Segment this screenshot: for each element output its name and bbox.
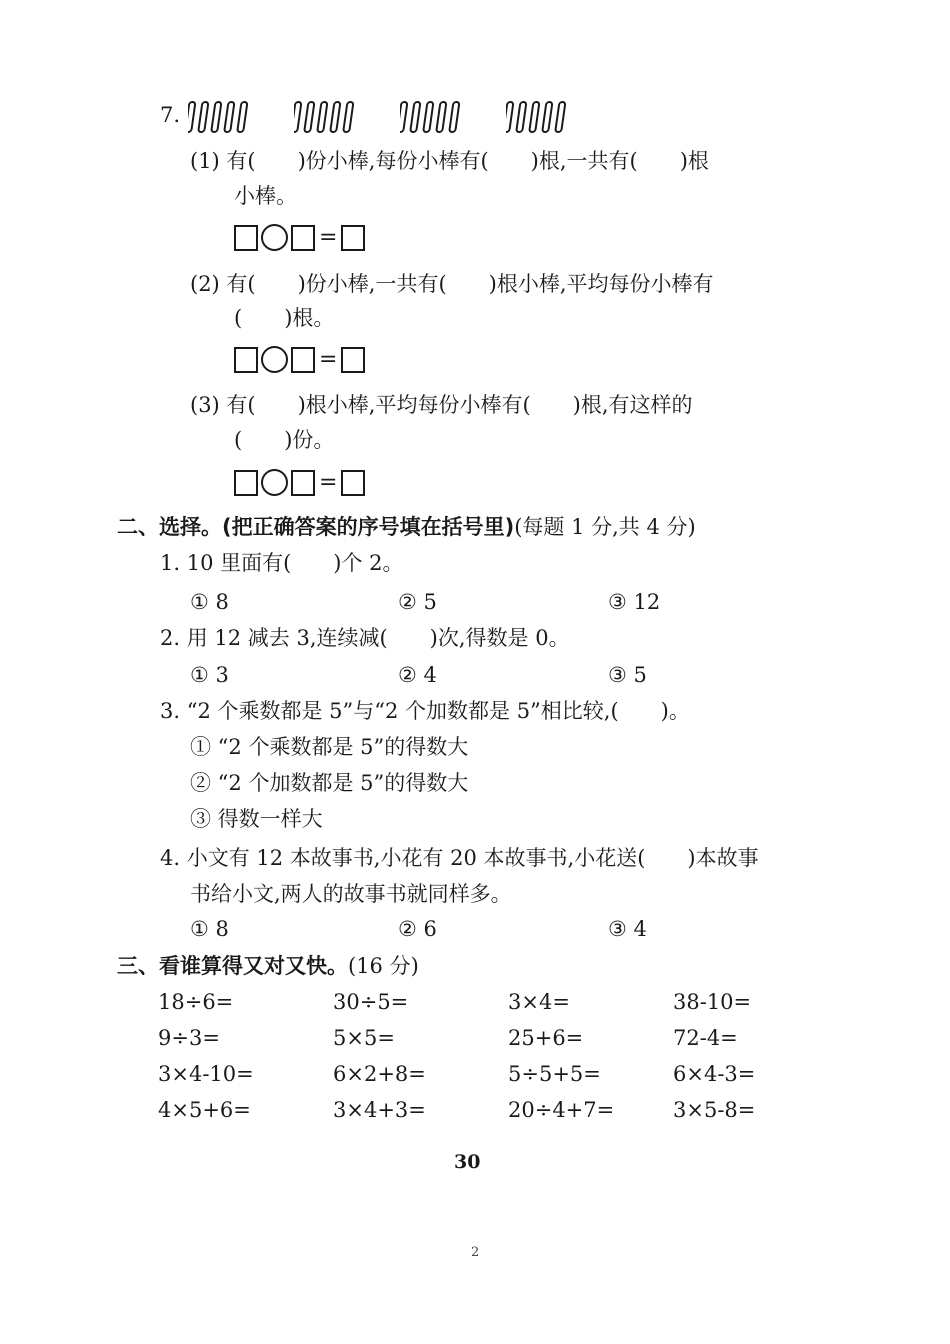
stick-group-icon	[400, 98, 470, 136]
calc-problem[interactable]: 9÷3=	[158, 1026, 220, 1050]
answer-box[interactable]	[341, 347, 365, 373]
stick-group-icon	[294, 98, 364, 136]
s2-q2-option-3[interactable]: ③ 5	[608, 663, 647, 687]
stick-group-icon	[188, 98, 258, 136]
s2-q3-option-1[interactable]: ① “2 个乘数都是 5”的得数大	[190, 735, 469, 759]
q7-part2-line1: (2) 有( )份小棒,一共有( )根小棒,平均每份小棒有	[190, 272, 714, 296]
calc-problem[interactable]: 3×5-8=	[673, 1098, 756, 1122]
section2-note: (每题 1 分,共 4 分)	[514, 515, 696, 539]
q7-part3-line2: ( )份。	[234, 428, 335, 452]
s2-q3-text: 3. “2 个乘数都是 5”与“2 个加数都是 5”相比较,( )。	[160, 699, 690, 723]
calc-problem[interactable]: 18÷6=	[158, 990, 234, 1014]
calc-problem[interactable]: 4×5+6=	[158, 1098, 251, 1122]
s2-q1-text: 1. 10 里面有( )个 2。	[160, 551, 404, 575]
s2-q2-text: 2. 用 12 减去 3,连续减( )次,得数是 0。	[160, 626, 570, 650]
calc-problem[interactable]: 6×2+8=	[333, 1062, 426, 1086]
s2-q1-option-1[interactable]: ① 8	[190, 590, 229, 614]
calc-problem[interactable]: 3×4=	[508, 990, 570, 1014]
s2-q4-option-1[interactable]: ① 8	[190, 917, 229, 941]
calc-problem[interactable]: 38-10=	[673, 990, 752, 1014]
answer-box[interactable]	[341, 470, 365, 496]
section2-title: 二、选择。(把正确答案的序号填在括号里)	[117, 515, 515, 539]
section3-title: 三、看谁算得又对又快。	[117, 954, 348, 978]
calc-problem[interactable]: 5×5=	[333, 1026, 395, 1050]
s2-q1-option-3[interactable]: ③ 12	[608, 590, 661, 614]
s2-q2-option-1[interactable]: ① 3	[190, 663, 229, 687]
s2-q3-option-3[interactable]: ③ 得数一样大	[190, 807, 323, 831]
answer-box[interactable]	[291, 225, 315, 251]
q7-part3-line1: (3) 有( )根小棒,平均每份小棒有( )根,有这样的	[190, 393, 693, 417]
answer-box[interactable]	[234, 470, 258, 496]
s2-q4-line2: 书给小文,两人的故事书就同样多。	[190, 882, 512, 906]
section2-heading	[117, 514, 696, 540]
equation-template-1	[234, 224, 365, 251]
section3-note: (16 分)	[348, 954, 419, 978]
calc-problem[interactable]: 25+6=	[508, 1026, 584, 1050]
s2-q1-option-2[interactable]: ② 5	[398, 590, 437, 614]
answer-box[interactable]	[341, 225, 365, 251]
q7-number: 7.	[160, 103, 181, 127]
s2-q3-option-2[interactable]: ② “2 个加数都是 5”的得数大	[190, 771, 469, 795]
q7-part1-line2: 小棒。	[234, 184, 297, 208]
page-number: 30	[454, 1151, 481, 1173]
calc-problem[interactable]: 6×4-3=	[673, 1062, 756, 1086]
q7-part2-line2: ( )根。	[234, 306, 335, 330]
section3-heading	[117, 953, 419, 979]
answer-box[interactable]	[234, 225, 258, 251]
equation-template-3	[234, 469, 365, 496]
calc-problem[interactable]: 3×4+3=	[333, 1098, 426, 1122]
operator-circle[interactable]	[261, 469, 288, 496]
sheet-number: 2	[471, 1245, 480, 1260]
equation-template-2	[234, 346, 365, 373]
s2-q2-option-2[interactable]: ② 4	[398, 663, 437, 687]
equals-sign: =	[319, 346, 338, 372]
calc-problem[interactable]: 5÷5+5=	[508, 1062, 601, 1086]
stick-groups	[188, 98, 576, 136]
calc-problem[interactable]: 20÷4+7=	[508, 1098, 615, 1122]
s2-q4-option-3[interactable]: ③ 4	[608, 917, 647, 941]
answer-box[interactable]	[291, 347, 315, 373]
calc-grid	[158, 990, 833, 1122]
answer-box[interactable]	[234, 347, 258, 373]
equals-sign: =	[319, 224, 338, 250]
answer-box[interactable]	[291, 470, 315, 496]
q7-part1-line1: (1) 有( )份小棒,每份小棒有( )根,一共有( )根	[190, 149, 709, 173]
s2-q4-line1: 4. 小文有 12 本故事书,小花有 20 本故事书,小花送( )本故事	[160, 846, 759, 870]
operator-circle[interactable]	[261, 346, 288, 373]
calc-problem[interactable]: 3×4-10=	[158, 1062, 254, 1086]
s2-q4-option-2[interactable]: ② 6	[398, 917, 437, 941]
stick-group-icon	[506, 98, 576, 136]
calc-problem[interactable]: 72-4=	[673, 1026, 738, 1050]
calc-problem[interactable]: 30÷5=	[333, 990, 409, 1014]
equals-sign: =	[319, 469, 338, 495]
operator-circle[interactable]	[261, 224, 288, 251]
